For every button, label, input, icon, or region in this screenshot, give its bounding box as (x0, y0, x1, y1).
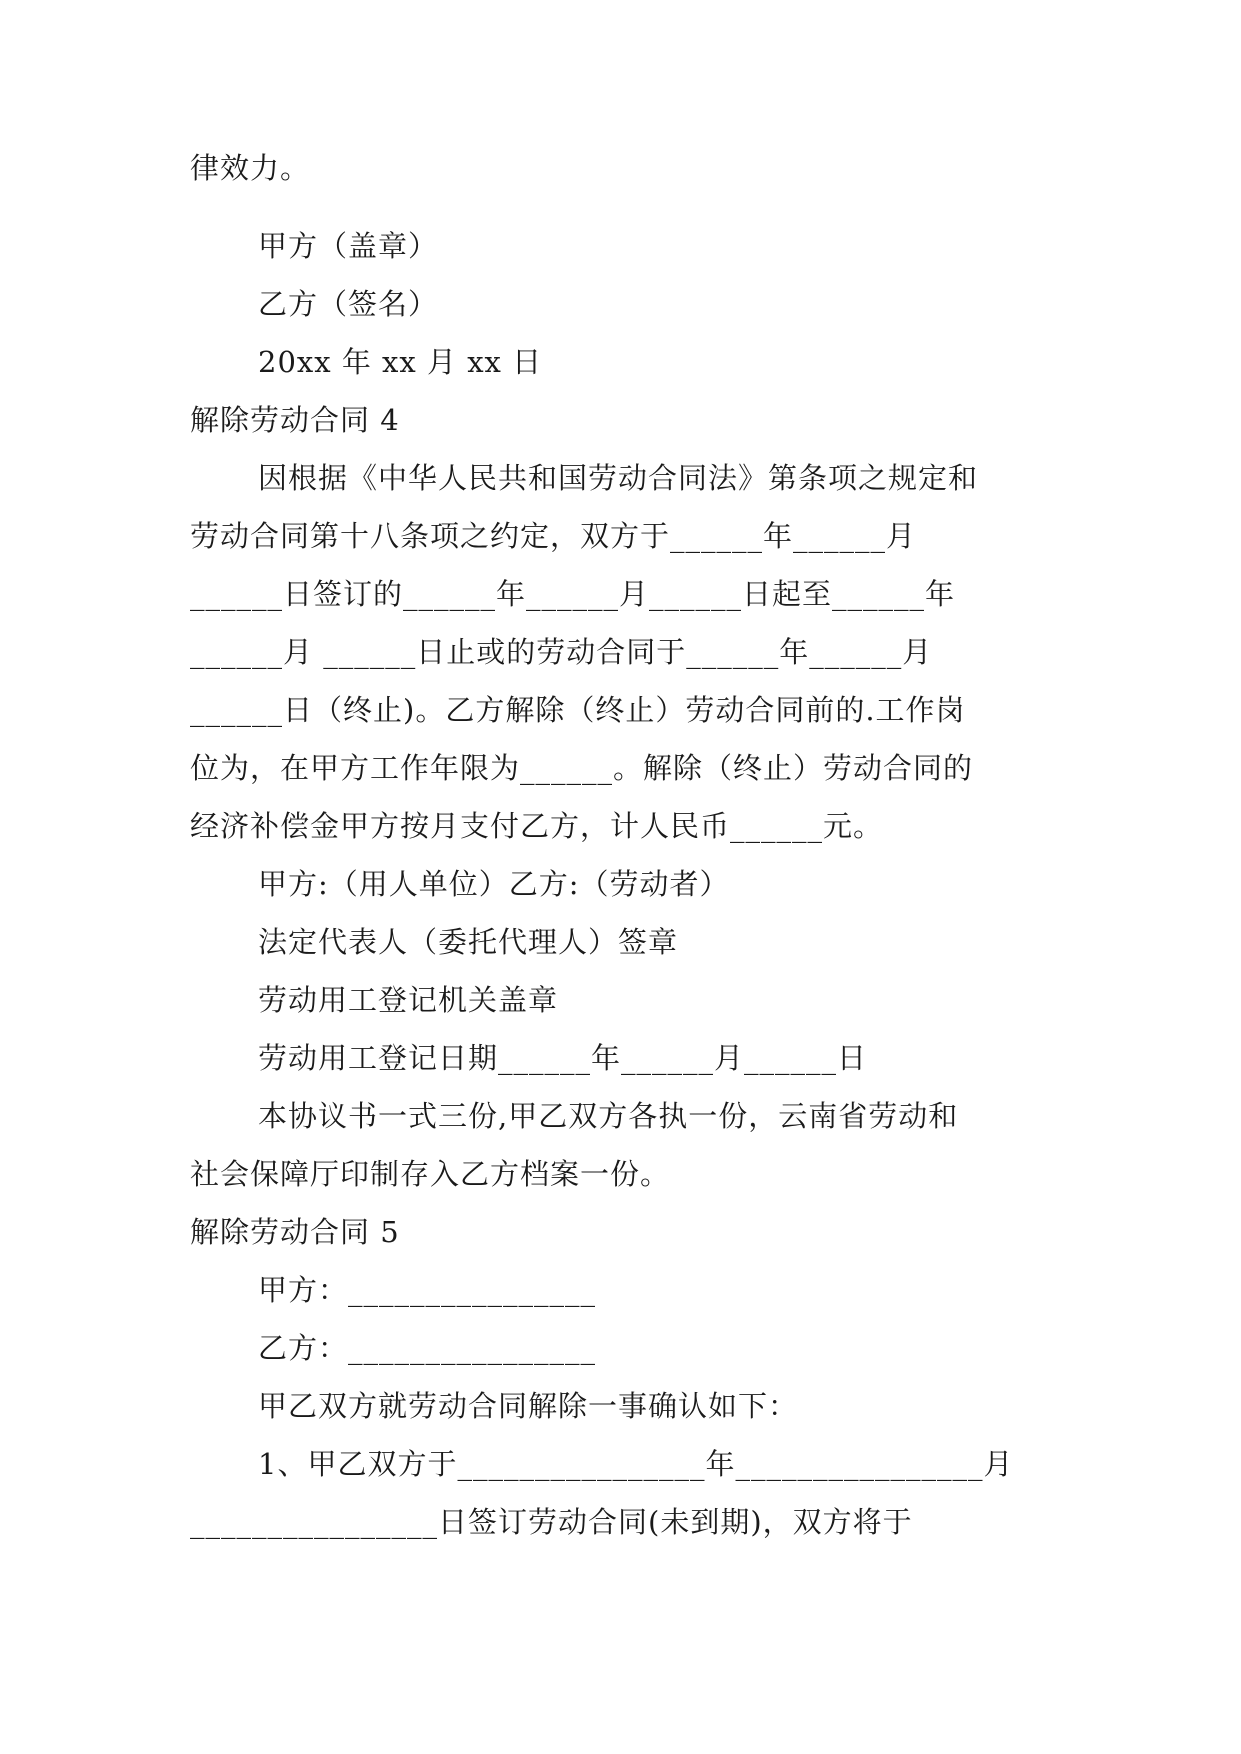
text-line: 社会保障厅印制存入乙方档案一份。 (190, 1157, 671, 1191)
text-line: 甲方：________________ (258, 1273, 597, 1307)
text-line: 劳动用工登记机关盖章 (258, 983, 559, 1017)
section-heading: 解除劳动合同 4 (190, 403, 400, 437)
text-line: 经济补偿金甲方按月支付乙方，计人民币______元。 (190, 809, 884, 843)
text-line: 乙方（签名） (258, 287, 439, 321)
text-line: 乙方：________________ (258, 1331, 597, 1365)
text-line: ______日签订的______年______月______日起至______年 (190, 577, 956, 611)
text-line: 因根据《中华人民共和国劳动合同法》第条项之规定和 (258, 461, 979, 495)
text-line: 本协议书一式三份,甲乙双方各执一份，云南省劳动和 (258, 1099, 959, 1133)
text-line: 劳动用工登记日期______年______月______日 (258, 1041, 868, 1075)
text-line: 法定代表人（委托代理人）签章 (258, 925, 679, 959)
text-line: ______日（终止)。乙方解除（终止）劳动合同前的.工作岗 (190, 693, 966, 727)
text-line: 1、甲乙双方于________________年________________月 (258, 1447, 1014, 1481)
text-line: 甲方（盖章） (258, 229, 439, 263)
text-line: ______月 ______日止或的劳动合同于______年______月 (190, 635, 933, 669)
text-line: 甲乙双方就劳动合同解除一事确认如下： (258, 1389, 799, 1423)
text-line: 位为，在甲方工作年限为______。解除（终止）劳动合同的 (190, 751, 974, 785)
text-line: 劳动合同第十八条项之约定，双方于______年______月 (190, 519, 917, 553)
text-line: 律效力。 (190, 151, 311, 185)
text-line: 20xx 年 xx 月 xx 日 (258, 345, 543, 379)
text-line: 甲方:（用人单位）乙方:（劳动者） (258, 867, 730, 901)
text-line: ________________日签订劳动合同(未到期)，双方将于 (190, 1505, 913, 1539)
section-heading: 解除劳动合同 5 (190, 1215, 400, 1249)
